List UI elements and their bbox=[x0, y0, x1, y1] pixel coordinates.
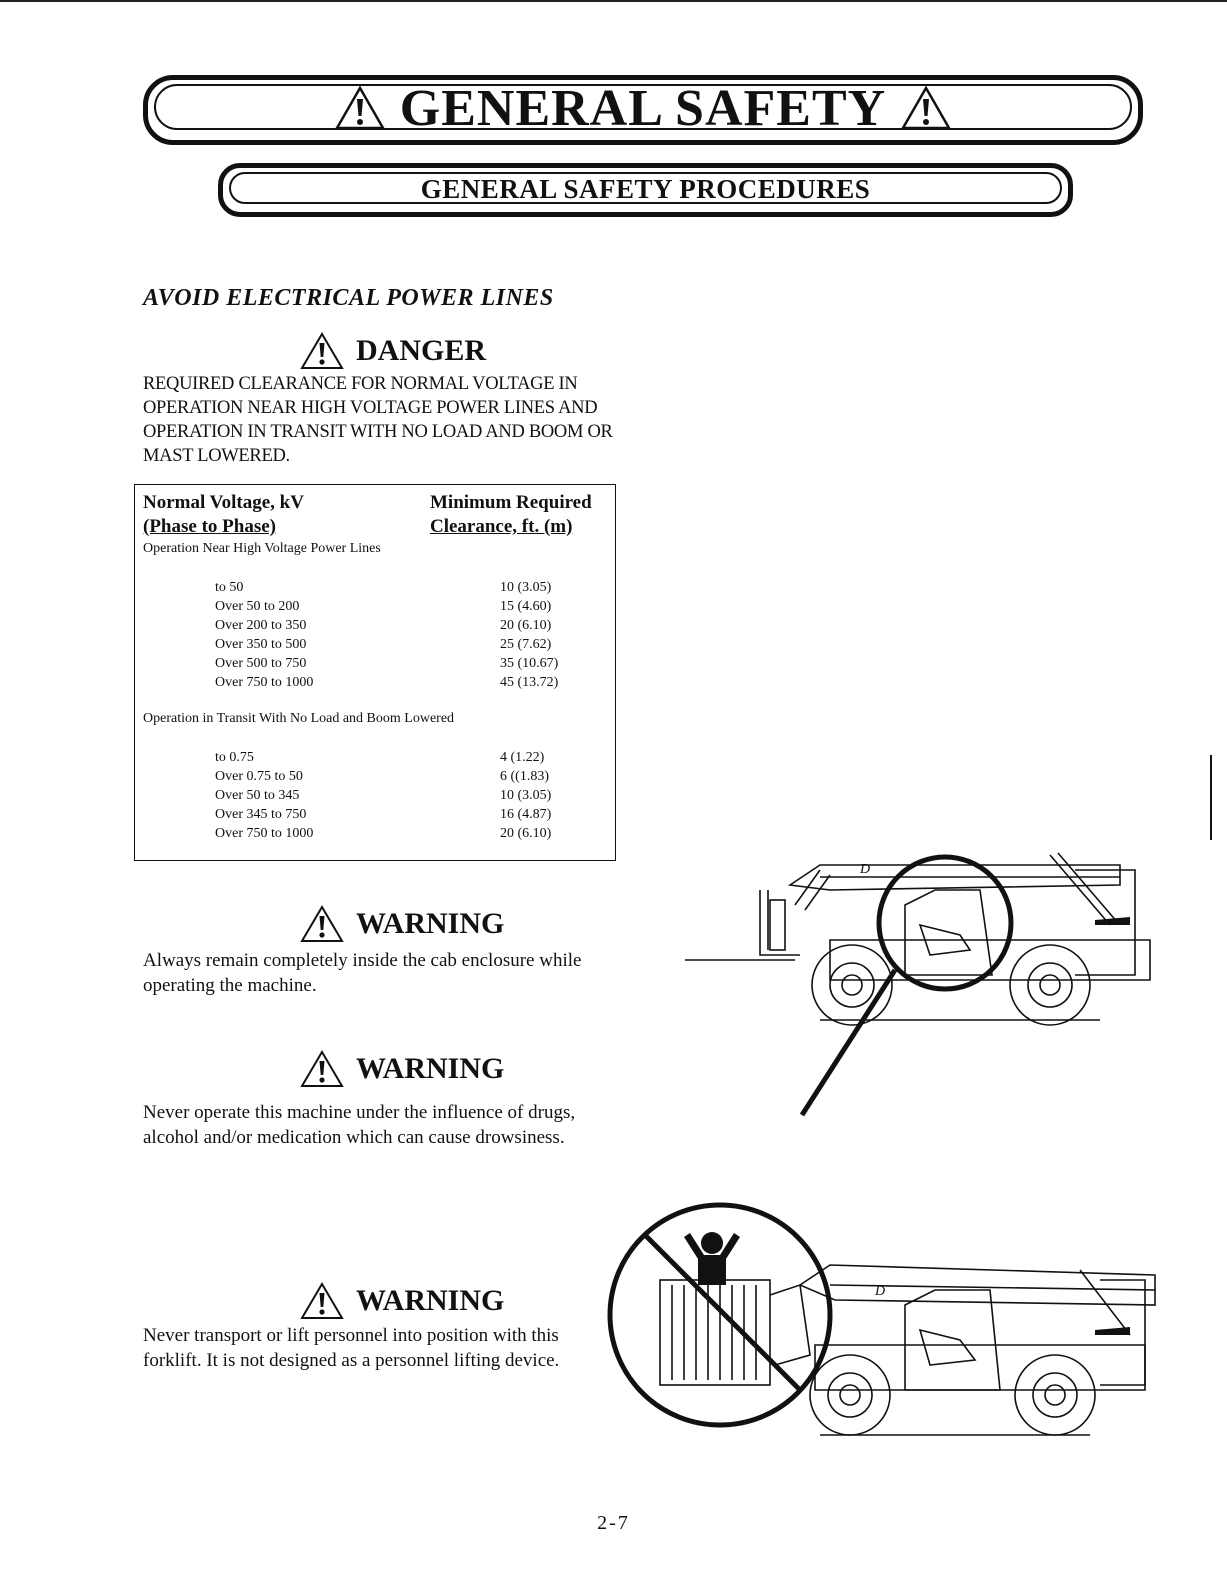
warning-label: WARNING bbox=[356, 907, 505, 940]
table-row: Over 350 to 500 25 (7.62) bbox=[215, 637, 552, 652]
warning-triangle-icon bbox=[300, 1050, 344, 1088]
table-header-voltage: Normal Voltage, kV (Phase to Phase) bbox=[143, 492, 304, 537]
table-row: Over 50 to 345 10 (3.05) bbox=[215, 788, 552, 803]
edge-mark bbox=[1210, 755, 1212, 840]
top-rule bbox=[0, 0, 1227, 2]
warning-triangle-icon bbox=[334, 85, 386, 131]
danger-label: DANGER bbox=[356, 334, 487, 367]
warning-triangle-icon bbox=[300, 905, 344, 943]
telehandler-cab-illustration bbox=[680, 845, 1170, 1125]
warning-label: WARNING bbox=[356, 1052, 505, 1085]
table-row: Over 0.75 to 50 6 ((1.83) bbox=[215, 769, 549, 784]
table-group-title: Operation Near High Voltage Power Lines bbox=[143, 541, 381, 556]
page-title: GENERAL SAFETY bbox=[399, 79, 887, 137]
table-header-clearance: Minimum Required Clearance, ft. (m) bbox=[430, 492, 592, 537]
warning-signal bbox=[300, 1050, 504, 1088]
warning-signal bbox=[300, 905, 504, 943]
table-row: Over 200 to 350 20 (6.10) bbox=[215, 618, 552, 633]
subtitle-banner bbox=[218, 168, 1073, 210]
no-personnel-lifting-illustration bbox=[600, 1195, 1170, 1455]
warning-triangle-icon bbox=[300, 332, 344, 370]
page-subtitle: GENERAL SAFETY PROCEDURES bbox=[420, 173, 871, 204]
danger-text: REQUIRED CLEARANCE FOR NORMAL VOLTAGE IN OPERATION NEAR HIGH VOLTAGE POWER LINES AND OPERATION IN TRANSIT WITH NO LOAD AND BOOM OR MAST LOWERED. bbox=[143, 374, 613, 466]
warning-text: Never operate this machine under the influence of drugs, alcohol and/or medication which can cause drowsiness. bbox=[143, 1102, 576, 1148]
warning-triangle-icon bbox=[900, 85, 952, 131]
table-row: to 0.75 4 (1.22) bbox=[215, 750, 545, 765]
danger-signal bbox=[300, 332, 486, 370]
warning-text: Never transport or lift personnel into position with this forklift. It is not designed as a personnel lifting device. bbox=[143, 1325, 560, 1371]
table-group-rows bbox=[215, 748, 551, 843]
svg-text:D: D bbox=[875, 1284, 886, 1299]
table-row: to 50 10 (3.05) bbox=[215, 580, 552, 595]
table-group-rows bbox=[215, 578, 558, 692]
title-banner bbox=[143, 78, 1143, 138]
table-row: Over 50 to 200 15 (4.60) bbox=[215, 599, 552, 614]
table-group-title: Operation in Transit With No Load and Boom Lowered bbox=[143, 711, 455, 726]
table-row: Over 750 to 1000 45 (13.72) bbox=[215, 675, 559, 690]
svg-text:D: D bbox=[860, 862, 871, 877]
warning-text: Always remain completely inside the cab enclosure while operating the machine. bbox=[143, 950, 582, 996]
page-number: 2-7 bbox=[597, 1512, 630, 1534]
warning-signal bbox=[300, 1282, 504, 1320]
table-row: Over 750 to 1000 20 (6.10) bbox=[215, 826, 552, 841]
table-row: Over 500 to 750 35 (10.67) bbox=[215, 656, 559, 671]
table-row: Over 345 to 750 16 (4.87) bbox=[215, 807, 552, 822]
section-heading: AVOID ELECTRICAL POWER LINES bbox=[143, 285, 554, 311]
warning-triangle-icon bbox=[300, 1282, 344, 1320]
warning-label: WARNING bbox=[356, 1284, 505, 1317]
